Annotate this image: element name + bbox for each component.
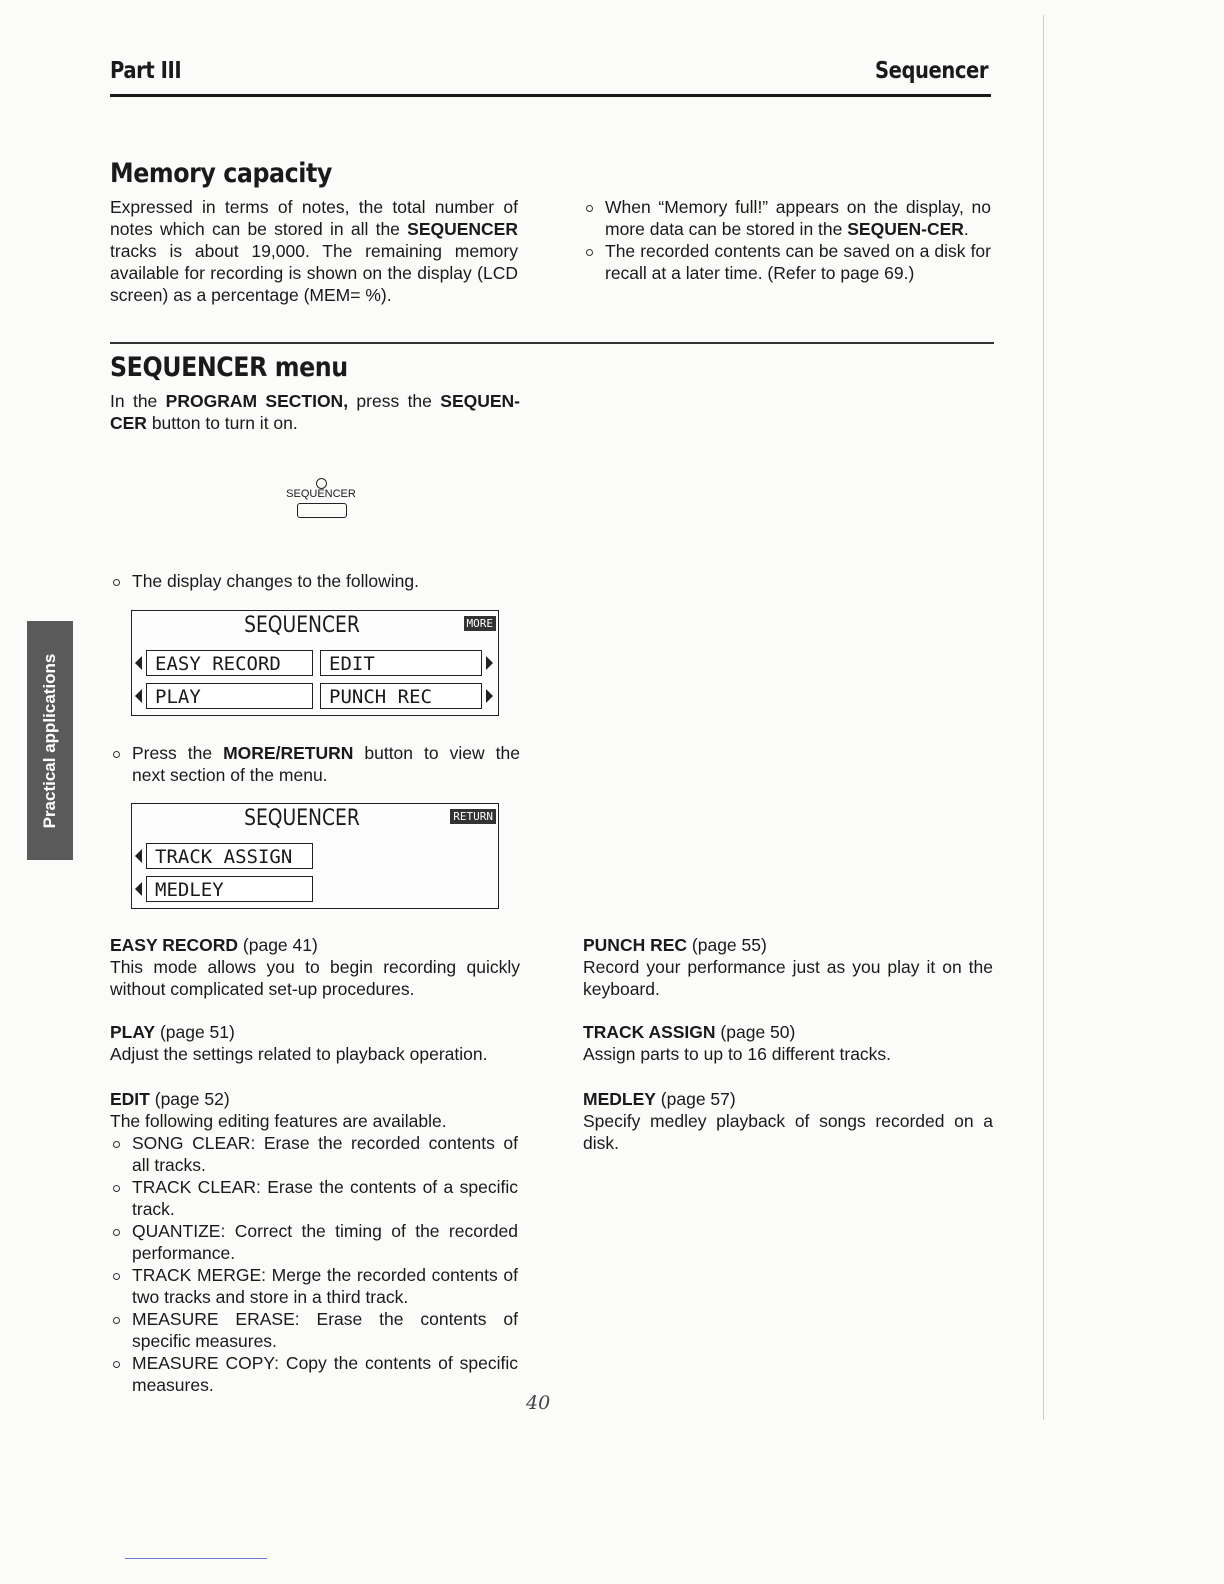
more-note-item: Press the MORE/RETURN button to view the next section of the menu. — [110, 742, 520, 786]
header-rule — [110, 94, 991, 97]
memory-notes — [583, 196, 991, 284]
arrow-left-icon — [135, 849, 142, 863]
lcd2-return-badge: RETURN — [450, 809, 496, 824]
entry-track-assign: TRACK ASSIGN (page 50) Assign parts to up to 16 different tracks. — [583, 1022, 892, 1064]
lcd-play[interactable]: PLAY — [146, 683, 313, 709]
lcd1-more-badge: MORE — [464, 616, 497, 631]
display-note-item: The display changes to the following. — [110, 570, 520, 592]
display-note — [110, 570, 520, 592]
header-part: Part III — [110, 58, 182, 84]
edit-feature: TRACK MERGE: Merge the recorded contents of two tracks and store in a third track. — [110, 1264, 518, 1308]
lcd-screen-1 — [131, 610, 499, 716]
edit-feature: TRACK CLEAR: Erase the contents of a specific track. — [110, 1176, 518, 1220]
edit-feature: MEASURE COPY: Copy the contents of specific measures. — [110, 1352, 518, 1396]
menu-intro: In the PROGRAM SECTION, press the SEQUEN-CER button to turn it on. — [110, 391, 520, 433]
lcd-track-assign[interactable]: TRACK ASSIGN — [146, 843, 313, 869]
scan-mark — [125, 1558, 267, 1559]
arrow-right-icon — [486, 656, 493, 670]
entry-medley: MEDLEY (page 57) Specify medley playback of songs recorded on a disk. — [583, 1089, 993, 1153]
edit-features — [110, 1132, 518, 1396]
entry-easy-record: EASY RECORD (page 41) This mode allows you to begin recording quickly without complicated set-up procedures. — [110, 935, 520, 999]
header-section: Sequencer — [874, 58, 988, 84]
entry-punch-rec: PUNCH REC (page 55) Record your performance just as you play it on the keyboard. — [583, 935, 993, 999]
sequencer-button-label: SEQUENCER — [286, 488, 356, 500]
section-divider — [110, 342, 994, 344]
lcd-punch-rec[interactable]: PUNCH REC — [320, 683, 482, 709]
edit-feature: SONG CLEAR: Erase the recorded contents of all tracks. — [110, 1132, 518, 1176]
lcd-easy-record[interactable]: EASY RECORD — [146, 650, 313, 676]
menu-title: SEQUENCER menu — [110, 352, 348, 383]
arrow-left-icon — [135, 689, 142, 703]
memory-paragraph: Expressed in terms of notes, the total number of notes which can be stored in all the SEQUENCER tracks is about 19,000. The remaining memory available for recording is shown on the display (LCD screen) as a percentage (MEM= %). — [110, 197, 518, 305]
more-note — [110, 742, 520, 786]
sequencer-button[interactable] — [297, 503, 347, 518]
page-number: 40 — [526, 1392, 551, 1414]
lcd-screen-2 — [131, 803, 499, 909]
arrow-left-icon — [135, 882, 142, 896]
lcd-edit[interactable]: EDIT — [320, 650, 482, 676]
side-tab — [27, 621, 73, 860]
edit-feature: MEASURE ERASE: Erase the contents of specific measures. — [110, 1308, 518, 1352]
scan-edge-line — [1043, 15, 1044, 1420]
entry-edit: EDIT (page 52) The following editing features are available. SONG CLEAR: Erase the recorded contents of all tracks. TRACK CLEAR: Erase the contents of a specific track. QUANTIZE: Correct the timing of the recorded performance. TRACK MERGE: Merge the recorded contents of two tracks and store in a third track. MEASURE ERASE: Erase the contents of specific measures. MEASURE COPY: Copy the contents of specific measures. — [110, 1089, 518, 1395]
memory-title: Memory capacity — [110, 158, 332, 189]
lcd2-title: SEQUENCER — [244, 806, 360, 831]
side-tab-label: Practical applications — [40, 653, 59, 829]
lcd1-title: SEQUENCER — [244, 613, 360, 638]
memory-note-full: When “Memory full!” appears on the display, no more data can be stored in the SEQUEN-CER. — [583, 196, 991, 240]
entry-play: PLAY (page 51) Adjust the settings related to playback operation. — [110, 1022, 488, 1064]
edit-feature: QUANTIZE: Correct the timing of the recorded performance. — [110, 1220, 518, 1264]
arrow-right-icon — [486, 689, 493, 703]
arrow-left-icon — [135, 656, 142, 670]
memory-note-save: The recorded contents can be saved on a disk for recall at a later time. (Refer to page 69.) — [583, 240, 991, 284]
lcd-medley[interactable]: MEDLEY — [146, 876, 313, 902]
